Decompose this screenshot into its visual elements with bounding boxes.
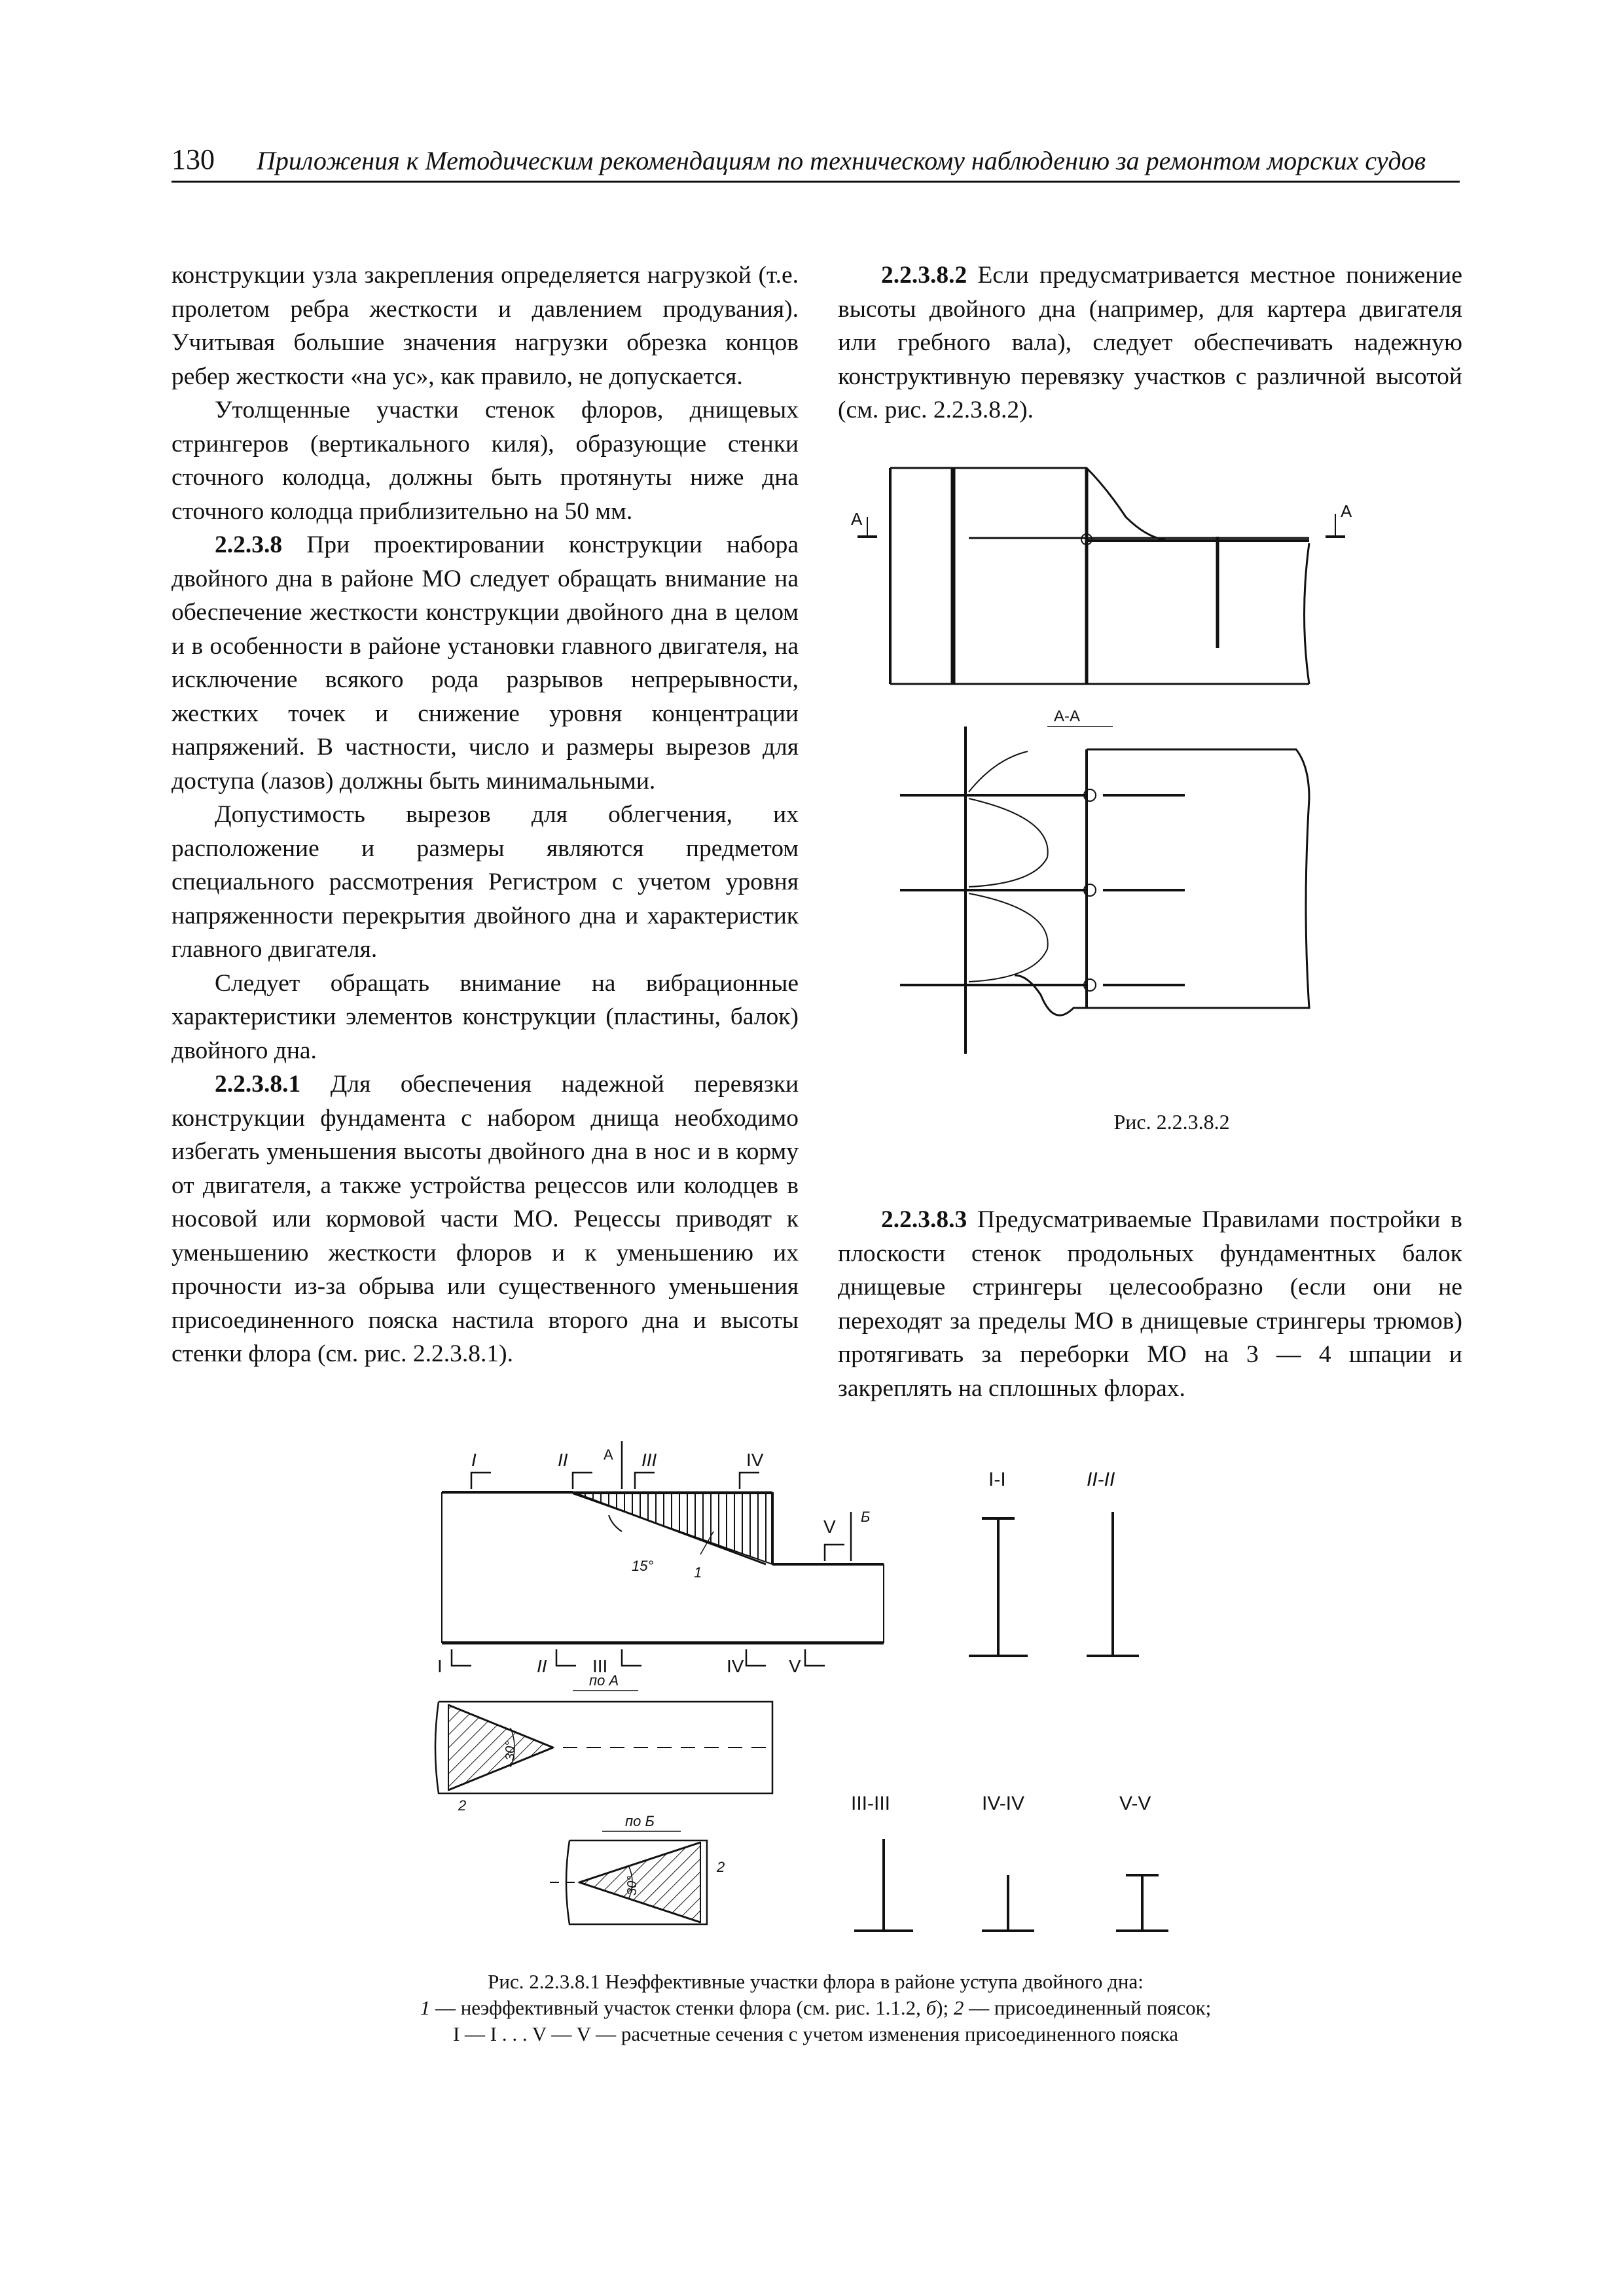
view-b-label: по Б	[625, 1813, 655, 1829]
right-paragraph-1	[838, 259, 1462, 427]
callout-2-a: 2	[458, 1797, 467, 1814]
clause-number-2-2-3-8-3: 2.2.3.8.3	[881, 1206, 967, 1233]
left-column	[171, 259, 799, 1371]
clause-text-2-2-3-8-1: Для обеспечения надежной перевязки конструкции фундамента с набором днища необходимо избегать уменьшения высоты двойного дна в нос и в корму от двигателя, а также устройства рецессов или колодцев в носовой или кормовой части МО. Рецессы приводят к уменьшению жесткости флоров и к уменьшению их прочности из-за обрыва или существенного уменьшения присоединенного пояска настила второго дна и высоты стенки флора (см. рис. 2.2.3.8.1).	[171, 1071, 799, 1367]
mark-top-iii: III	[641, 1450, 657, 1470]
clause-text-2-2-3-8: При проектировании конструкции набора двойного дна в районе МО следует обращать внимание на обеспечение жесткости конструкции двойного дна в целом и в особенности в районе установки главного двигателя, на исключение всякого рода разрывов непрерывности, жестких точек и снижение уровня концентрации напряжений. В частности, число и размеры вырезов для доступа (лазов) должны быть минимальными.	[171, 531, 799, 795]
view-a-label: по А	[589, 1672, 619, 1689]
section-i-i: I-I	[988, 1469, 1006, 1490]
running-title: Приложения к Методическим рекомендациям по техническому наблюдению за ремонтом морских судов	[257, 146, 1426, 175]
plan-view	[857, 468, 1345, 684]
figure-2-2-3-8-2	[838, 452, 1462, 1100]
mark-top-iv: IV	[746, 1450, 764, 1470]
caption-text-a: — неэффективный участок стенки флора (см. рис. 1.1.2,	[435, 1996, 921, 2019]
caption-line-1: Рис. 2.2.3.8.1 Неэффективные участки флора в районе уступа двойного дна:	[488, 1970, 1144, 1993]
section-iii-iii: III-III	[851, 1793, 890, 1814]
angle-15: 15°	[632, 1558, 654, 1574]
mark-bottom-iv: IV	[727, 1656, 744, 1676]
clause-text-2-2-3-8-3: Предусматриваемые Правилами постройки в плоскости стенок продольных фундаментных балок днищевые стрингеры целесообразно (если они не переходят за пределы МО в днищевые стрингеры трюмов) протягивать за переборки МО на 3 — 4 шпации и закреплять на сплошных флорах.	[838, 1206, 1462, 1402]
page-number: 130	[171, 143, 215, 175]
left-paragraph-5: Следует обращать внимание на вибрационные характеристики элементов конструкции (пластины, балок) двойного дна.	[171, 969, 799, 1064]
figure-1-caption	[171, 1969, 1460, 2047]
right-paragraph-2	[838, 1203, 1462, 1405]
caption-num-2: 2	[953, 1996, 964, 2019]
caption-line-2	[171, 1995, 1460, 2021]
figure-2-2-3-8-1	[432, 1440, 1218, 1957]
callout-2-b: 2	[717, 1859, 725, 1875]
callout-1: 1	[694, 1564, 702, 1581]
left-paragraph-4: Допустимость вырезов для облегчения, их расположение и размеры являются предметом специального рассмотрения Регистром с учетом уровня напряженности перекрытия двойного дна и характеристик главного двигателя.	[171, 801, 799, 963]
clause-number-2-2-3-8-2: 2.2.3.8.2	[881, 262, 967, 289]
left-paragraph-2: Утолщенные участки стенок флоров, днищевых стрингеров (вертикального киля), образующие стенки сточного колодца, должны быть протянуты ниже дна сточного колодца приблизительно на 50 мм.	[171, 397, 799, 525]
mark-top-v: V	[823, 1516, 836, 1537]
caption-line-3: I — I . . . V — V — расчетные сечения с учетом изменения присоединенного пояска	[452, 2022, 1179, 2045]
mark-bottom-iii: III	[592, 1656, 608, 1676]
view-mark-a: А	[604, 1446, 613, 1463]
caption-text-b: );	[936, 1996, 949, 2019]
angle-30-a: 30°	[503, 1740, 518, 1761]
section-label-a-a: А-А	[1054, 708, 1081, 725]
section-profiles	[854, 1512, 1168, 1931]
caption-text-c: — присоединенный поясок;	[969, 1996, 1212, 2019]
clause-number-2-2-3-8-1: 2.2.3.8.1	[215, 1071, 301, 1098]
angle-30-b: 30°	[625, 1875, 640, 1895]
section-a-a-view	[900, 726, 1309, 1054]
elevation-view	[442, 1492, 884, 1643]
mark-top-i: I	[471, 1450, 477, 1470]
label-a-right: А	[1341, 501, 1352, 521]
section-iv-iv: IV-IV	[982, 1793, 1025, 1814]
mark-bottom-v: V	[789, 1656, 801, 1676]
right-column-top	[838, 259, 1462, 427]
left-paragraph-6	[171, 1067, 799, 1371]
clause-text-2-2-3-8-2: Если предусматривается местное понижение высоты двойного дна (например, для картера двигателя или гребного вала), следует обеспечивать надежную конструктивную перевязку участков с различной высотой (см. рис. 2.2.3.8.2).	[838, 262, 1462, 423]
running-header	[171, 143, 1460, 179]
clause-number-2-2-3-8: 2.2.3.8	[215, 531, 283, 558]
view-mark-b: Б	[861, 1509, 871, 1525]
section-v-v: V-V	[1119, 1793, 1151, 1814]
left-paragraph-1: конструкции узла закрепления определяется нагрузкой (т.е. пролетом ребра жесткости и давлением продувания). Учитывая большие значения нагрузки обрезка концов ребер жесткости «на ус», как правило, не допускается.	[171, 262, 799, 390]
mark-bottom-i: I	[437, 1656, 442, 1676]
left-paragraph-3	[171, 528, 799, 798]
caption-letter-b: б	[926, 1996, 937, 2019]
section-marks-bottom	[452, 1649, 825, 1666]
view-a	[435, 1702, 772, 1793]
label-a-left: А	[851, 509, 863, 529]
mark-top-ii: II	[558, 1450, 568, 1470]
caption-num-1: 1	[420, 1996, 431, 2019]
header-rule	[171, 181, 1460, 183]
mark-bottom-ii: II	[537, 1656, 547, 1676]
right-column-bottom	[838, 1203, 1462, 1405]
section-ii-ii: II-II	[1087, 1469, 1115, 1490]
figure-2-caption: Рис. 2.2.3.8.2	[1113, 1110, 1230, 1134]
